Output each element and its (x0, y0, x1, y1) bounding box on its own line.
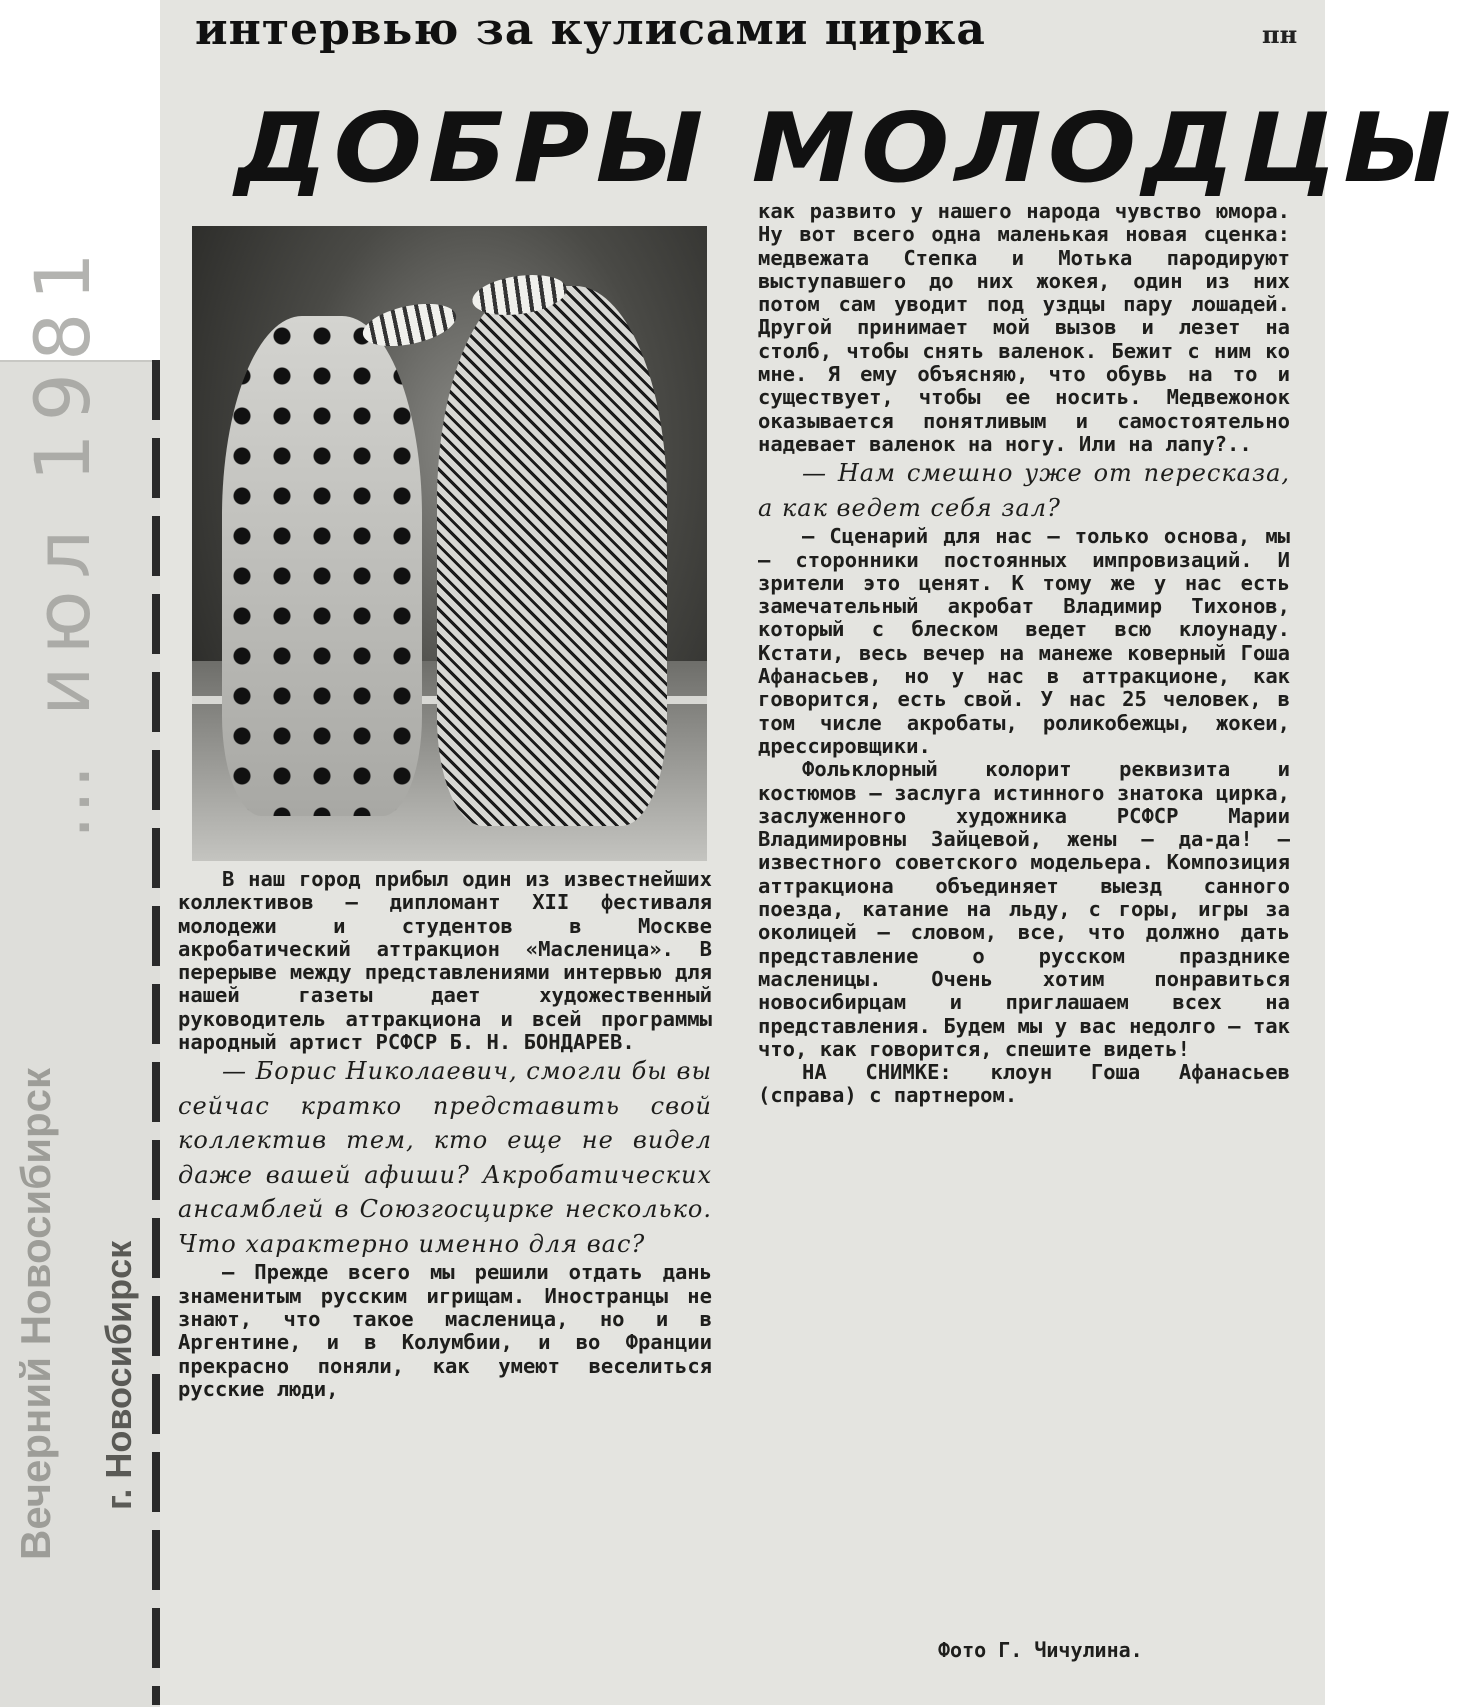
date-stamp: … июл 1981 (18, 240, 107, 840)
clown-left-figure (222, 316, 422, 816)
answer-3: Фольклорный колорит реквизита и костюмов — заслуга истинного знатока цирка, заслуженного художника РСФСР Марии Владимировны Зайцевой, жены — да-да! — известного советского модельера. Композиция аттракциона объединяет выезд санного поезда, катание на льду, с горы, игры за околицей — словом, все, что должно дать представление о русском празднике масленицы. Очень хотим понравиться новосибирцам и приглашаем всех на представления. Будем мы у вас недолго — так что, как говорится, спешите видеть! (758, 757, 1290, 1061)
answer-2: — Сценарий для нас — только основа, мы — сторонники постоянных импровизаций. И зрители это ценят. К тому же у нас есть замечательный акробат Владимир Тихонов, который с блеском ведет всю клоунаду. Кстати, весь вечер на манеже коверный Гоша Афанасьев, но у нас в аттракционе, как говорится, есть свой. У нас 25 человек, в том числе акробаты, роликобежцы, жокеи, дрессировщики. (758, 524, 1290, 758)
right-column (758, 200, 1290, 1108)
newspaper-name-stamp: Вечерний Новосибирск (12, 1067, 59, 1560)
left-column (178, 868, 712, 1401)
article-headline: ДОБРЫ МОЛОДЦЫ (235, 92, 1457, 205)
question-1: — Борис Николаевич, смогли бы вы сейчас кратко представить свой коллектив тем, кто еще не видел даже вашей афиши? Акробатических ансамблей в Союзгосцирке несколько. Что характерно именно для вас? (178, 1057, 712, 1258)
city-stamp: г. Новосибирск (98, 1240, 139, 1510)
rubric-cut-text: пн (1262, 20, 1298, 49)
question-2: — Нам смешно уже от пересказа, а как ведет себя зал? (758, 459, 1290, 522)
answer-1-continued: как развито у нашего народа чувство юмора. Ну вот всего одна маленькая новая сценка: медвежата Степка и Мотька пародируют выступавшего до них жокея, один из них потом сам уводит под уздцы пару лошадей. Другой принимает мой вызов и лезет на столб, чтобы снять валенок. Бежит с ним ко мне. Я ему объясняю, что обувь на то и существует, чтобы ее носить. Медвежонок оказывается понятливым и самостоятельно надевает валенок на ногу. Или на лапу?.. (758, 199, 1290, 456)
photo-caption: НА СНИМКЕ: клоун Гоша Афанасьев (справа) с партнером. (758, 1060, 1290, 1108)
rubric-heading: интервью за кулисами цирка (195, 4, 986, 55)
lead-paragraph: В наш город прибыл один из известнейших коллективов — дипломант XII фестиваля молодежи и студентов в Москве акробатический аттракцион «Масленица». В перерыве между представлениями интервью для нашей газеты дает художественный руководитель аттракциона и всей программы народный артист РСФСР Б. Н. БОНДАРЕВ. (178, 867, 712, 1055)
clown-right-figure (437, 286, 667, 826)
article-photo (192, 226, 707, 861)
answer-1: — Прежде всего мы решили отдать дань знаменитым русским игрищам. Иностранцы не знают, что такое масленица, но и в Аргентине, и в Колумбии, и во Франции прекрасно поняли, как умеют веселиться русские люди, (178, 1260, 712, 1401)
photo-credit: Фото Г. Чичулина. (938, 1638, 1143, 1662)
